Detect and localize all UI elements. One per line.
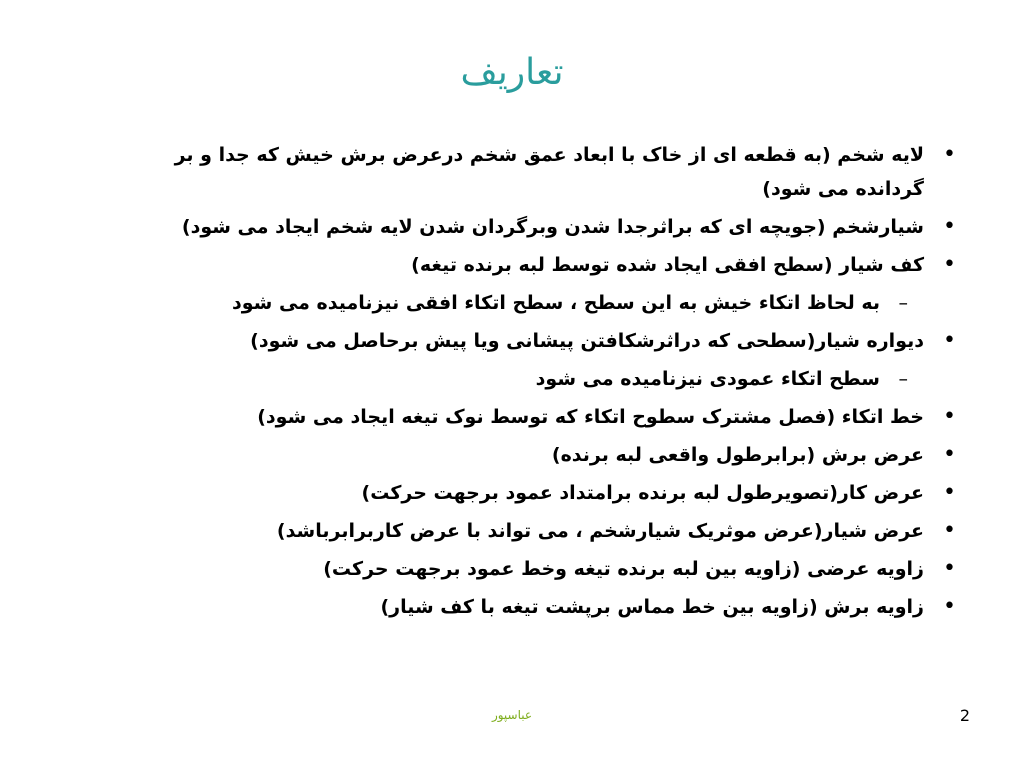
bullet-item: • عرض برش (برابرطول واقعی لبه برنده)	[100, 438, 966, 472]
bullet-item: • خط اتکاء (فصل مشترک سطوح اتکاء که توسط نوک تیغه ایجاد می شود)	[100, 400, 966, 434]
bullet-item: • زاویه عرضی (زاویه بین لبه برنده تیغه وخط عمود برجهت حرکت)	[100, 552, 966, 586]
bullet-item: • عرض شیار(عرض موثریک شیارشخم ، می تواند با عرض کاربرابرباشد)	[100, 514, 966, 548]
bullet-item: • شیارشخم (جویچه ای که براثرجدا شدن وبرگردان شدن لایه شخم ایجاد می شود)	[100, 210, 966, 244]
sub-bullet-item: – سطح اتکاء عمودی نیزنامیده می شود	[100, 362, 966, 396]
bullet-item: • دیواره شیار(سطحی که دراثرشکافتن پیشانی ویا پیش برحاصل می شود)	[100, 324, 966, 358]
bullet-list	[100, 138, 966, 628]
bullet-item: • زاویه برش (زاویه بین خط مماس برپشت تیغه با کف شیار)	[100, 590, 966, 624]
footer-author: عباسپور	[491, 708, 533, 722]
slide-title: تعاريف	[460, 52, 564, 93]
bullet-item: • عرض کار(تصویرطول لبه برنده برامتداد عمود برجهت حرکت)	[100, 476, 966, 510]
bullet-item: • لایه شخم (به قطعه ای از خاک با ابعاد عمق شخم درعرض برش خیش که جدا و بر گردانده می شود)	[100, 138, 966, 206]
bullet-item: • کف شیار (سطح افقی ایجاد شده توسط لبه برنده تیغه)	[100, 248, 966, 282]
slide-number: 2	[959, 706, 970, 725]
sub-bullet-item: – به لحاظ اتکاء خیش به این سطح ، سطح اتکاء افقی نیزنامیده می شود	[100, 286, 966, 320]
